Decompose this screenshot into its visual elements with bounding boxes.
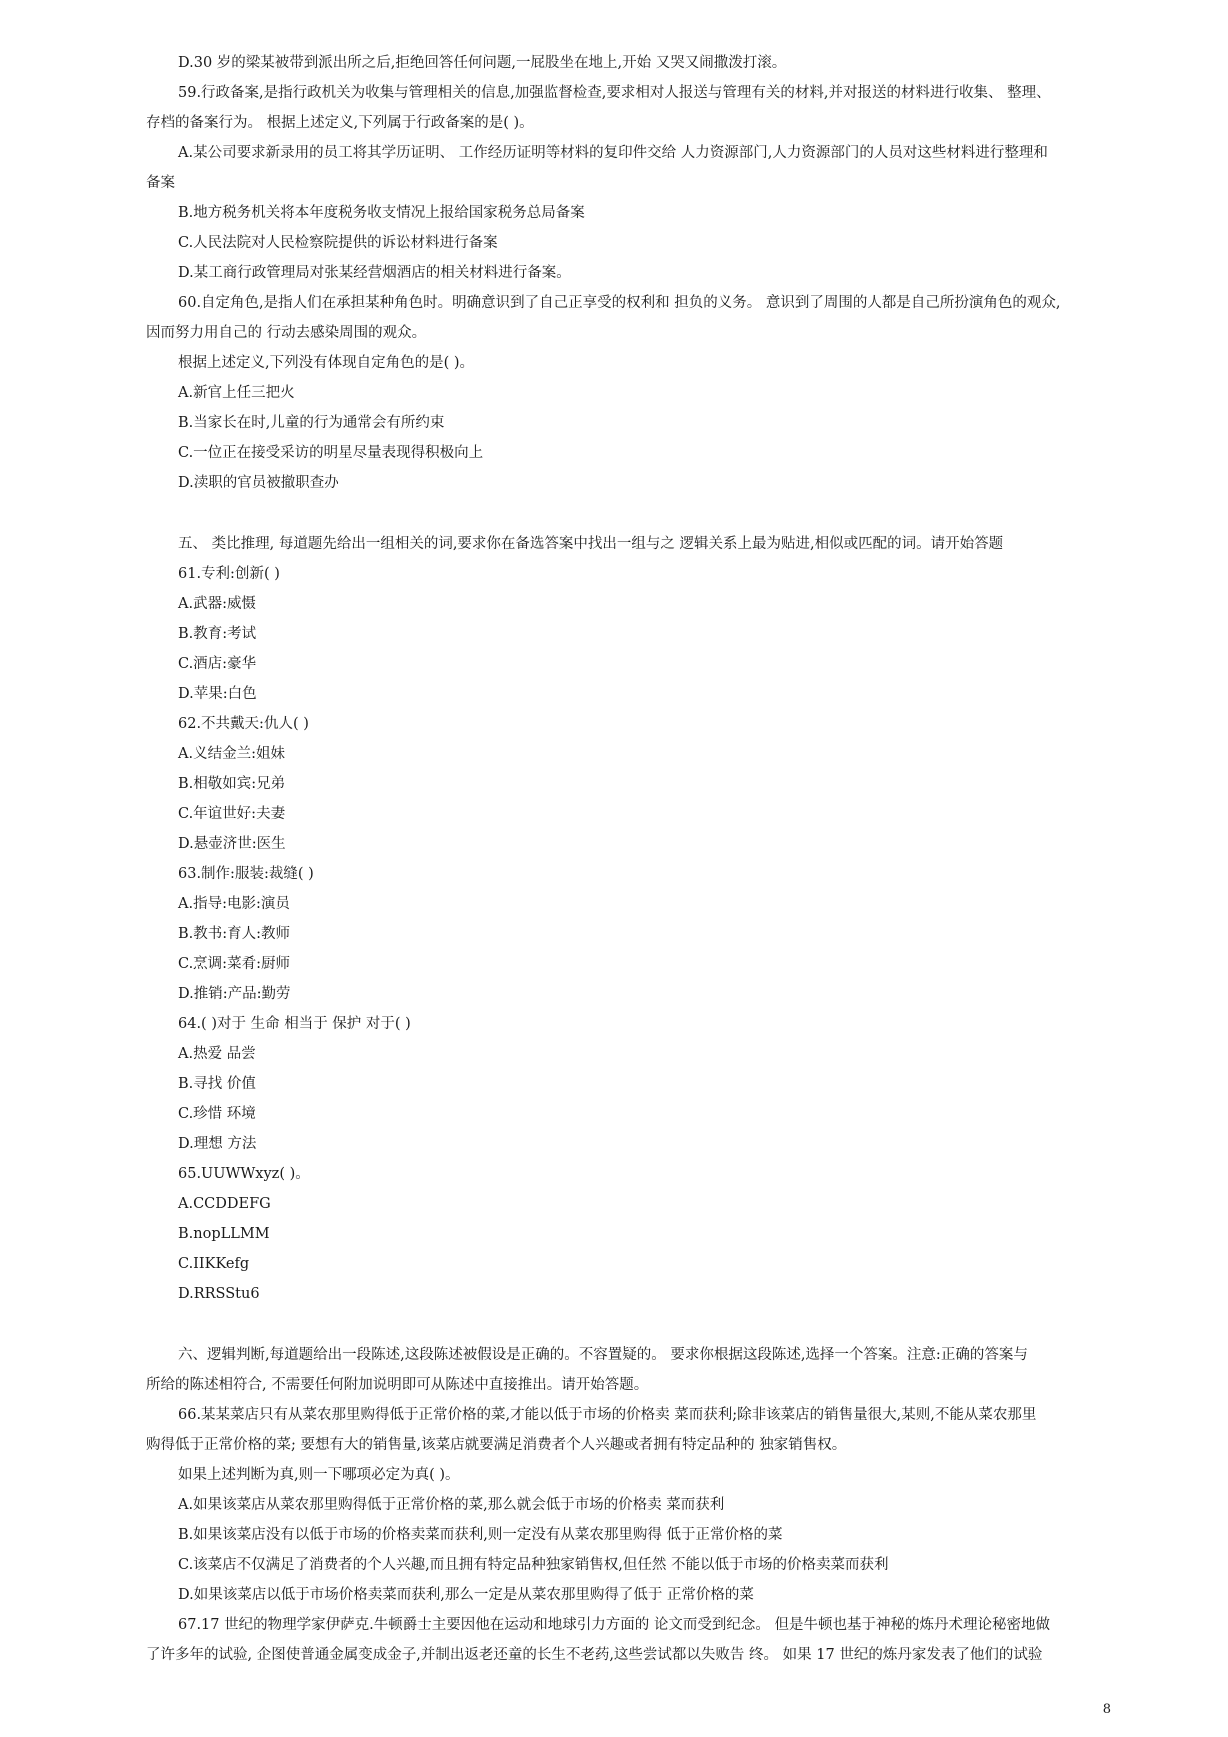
text-line: A.义结金兰:姐妹	[178, 746, 285, 762]
text-line: D.理想 方法	[178, 1136, 257, 1152]
text-line: C.一位正在接受采访的明星尽量表现得积极向上	[178, 445, 484, 461]
text-line: 65.UUWWxyz( )。	[178, 1166, 310, 1182]
text-line: A.CCDDEFG	[178, 1196, 271, 1212]
text-line: 67.17 世纪的物理学家伊萨克.牛顿爵士主要因他在运动和地球引力方面的 论文而受到纪念。 但是牛顿也基于神秘的炼丹术理论秘密地做	[178, 1617, 1050, 1633]
text-line: 63.制作:服装:裁缝( )	[178, 866, 314, 882]
text-line: 66.某某菜店只有从菜农那里购得低于正常价格的菜,才能以低于市场的价格卖 菜而获利;除非该菜店的销售量很大,某则,不能从菜农那里	[178, 1407, 1037, 1423]
text-line: D.某工商行政管理局对张某经营烟酒店的相关材料进行备案。	[178, 265, 571, 281]
text-line: 六、逻辑判断,每道题给出一段陈述,这段陈述被假设是正确的。不容置疑的。 要求你根据这段陈述,选择一个答案。注意:正确的答案与	[178, 1347, 1028, 1363]
text-line: C.该菜店不仅满足了消费者的个人兴趣,而且拥有特定品种独家销售权,但任然 不能以低于市场的价格卖菜而获利	[178, 1557, 889, 1573]
section-gap	[146, 1309, 1110, 1340]
text-line: 五、 类比推理, 每道题先给出一组相关的词,要求你在备选答案中找出一组与之 逻辑关系上最为贴进,相似或匹配的词。请开始答题	[178, 536, 1004, 552]
text-line: D.推销:产品:勤劳	[178, 986, 291, 1002]
text-line: D.30 岁的梁某被带到派出所之后,拒绝回答任何问题,一屁股坐在地上,开始 又哭又闹撒泼打滚。	[178, 55, 787, 71]
text-line: 64.( )对于 生命 相当于 保护 对于( )	[178, 1016, 411, 1032]
text-line: 61.专利:创新( )	[178, 566, 280, 582]
text-line: C.珍惜 环境	[178, 1106, 256, 1122]
text-line: 购得低于正常价格的菜; 要想有大的销售量,该菜店就要满足消费者个人兴趣或者拥有特定品种的 独家销售权。	[146, 1437, 847, 1453]
document-body	[146, 48, 1110, 1670]
text-line: D.RRSStu6	[178, 1286, 260, 1302]
text-line: D.如果该菜店以低于市场价格卖菜而获利,那么一定是从菜农那里购得了低于 正常价格的菜	[178, 1587, 754, 1603]
text-line: A.热爱 品尝	[178, 1046, 256, 1062]
text-line: B.教书:育人:教师	[178, 926, 291, 942]
text-line: 如果上述判断为真,则一下哪项必定为真( )。	[178, 1467, 460, 1483]
text-line: 备案	[146, 175, 175, 191]
text-line: D.苹果:白色	[178, 686, 257, 702]
text-line: C.人民法院对人民检察院提供的诉讼材料进行备案	[178, 235, 498, 251]
text-line: B.教育:考试	[178, 626, 257, 642]
text-line: C.IIKKefg	[178, 1256, 250, 1272]
text-line: 存档的备案行为。 根据上述定义,下列属于行政备案的是( )。	[146, 115, 534, 131]
text-line: 59.行政备案,是指行政机关为收集与管理相关的信息,加强监督检查,要求相对人报送与管理有关的材料,并对报送的材料进行收集、 整理、	[178, 85, 1051, 101]
text-line: B.如果该菜店没有以低于市场的价格卖菜而获利,则一定没有从菜农那里购得 低于正常价格的菜	[178, 1527, 783, 1543]
text-line: B.相敬如宾:兄弟	[178, 776, 286, 792]
section-gap	[146, 498, 1110, 529]
text-line: A.如果该菜店从菜农那里购得低于正常价格的菜,那么就会低于市场的价格卖 菜而获利	[178, 1497, 725, 1513]
text-line: B.地方税务机关将本年度税务收支情况上报给国家税务总局备案	[178, 205, 585, 221]
text-line: D.悬壶济世:医生	[178, 836, 286, 852]
text-line: 62.不共戴天:仇人( )	[178, 716, 309, 732]
text-line: C.烹调:菜肴:厨师	[178, 956, 290, 972]
text-line: 所给的陈述相符合, 不需要任何附加说明即可从陈述中直接推出。请开始答题。	[146, 1377, 649, 1393]
text-line: B.寻找 价值	[178, 1076, 256, 1092]
text-line: A.新官上任三把火	[178, 385, 295, 401]
text-line: 根据上述定义,下列没有体现自定角色的是( )。	[178, 355, 475, 371]
text-line: A.指导:电影:演员	[178, 896, 290, 912]
text-line: C.年谊世好:夫妻	[178, 806, 286, 822]
text-line: A.武器:威慑	[178, 596, 256, 612]
text-line: 60.自定角色,是指人们在承担某种角色时。明确意识到了自己正享受的权利和 担负的义务。 意识到了周围的人都是自己所扮演角色的观众,	[178, 295, 1061, 311]
text-line: 了许多年的试验, 企图使普通金属变成金子,并制出返老还童的长生不老药,这些尝试都以失败告 终。 如果 17 世纪的炼丹家发表了他们的试验	[146, 1647, 1043, 1663]
text-line: B.当家长在时,儿童的行为通常会有所约束	[178, 415, 445, 431]
text-line: A.某公司要求新录用的员工将其学历证明、 工作经历证明等材料的复印件交给 人力资源部门,人力资源部门的人员对这些材料进行整理和	[178, 145, 1048, 161]
text-line: C.酒店:豪华	[178, 656, 257, 672]
page-number: 8	[1102, 1702, 1111, 1717]
text-line: D.渎职的官员被撤职查办	[178, 475, 339, 491]
text-line: B.nopLLMM	[178, 1226, 270, 1242]
text-line: 因而努力用自己的 行动去感染周围的观众。	[146, 325, 427, 341]
